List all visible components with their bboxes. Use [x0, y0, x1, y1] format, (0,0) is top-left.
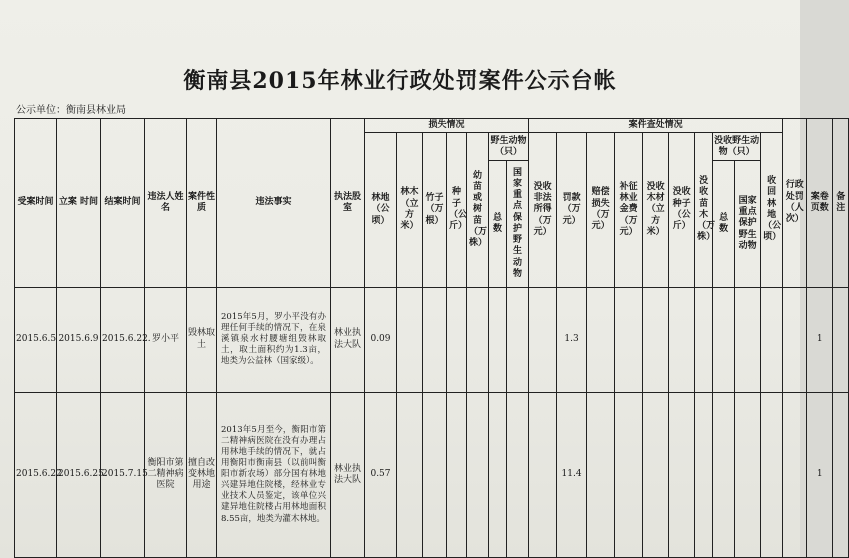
- cell-accept-time: 2015.6.22: [15, 392, 57, 557]
- header-accept-time: 受案时间: [15, 119, 57, 288]
- cell-detention: 1: [807, 287, 833, 392]
- publishing-unit: 公示单位：衡南县林业局: [16, 105, 126, 116]
- header-confiscate-wildlife-group: 没收野生动物（只）: [713, 133, 761, 161]
- header-wildlife-protected: 国家重点保护野生动物: [507, 161, 529, 287]
- header-case-nature: 案件性质: [187, 119, 217, 288]
- header-recover-land: 收回林地（公顷）: [761, 133, 783, 287]
- cell-dept: 林业执法大队: [331, 392, 365, 557]
- header-result-group: 案件查处情况: [529, 119, 783, 133]
- cell-offender: 罗小平: [145, 287, 187, 392]
- header-forest-land: 林地（公顷）: [365, 133, 397, 287]
- cell-fine: 1.3: [557, 287, 587, 392]
- header-file-time: 立案 时间: [57, 119, 101, 288]
- header-detention: 行政处罚（人次）: [783, 119, 807, 288]
- header-remarks: 备注: [833, 119, 849, 288]
- header-confiscate-seeds: 没收种子（公斤）: [669, 133, 695, 287]
- cell-dept: 林业执法大队: [331, 287, 365, 392]
- cell-offender: 衡阳市第二精神病医院: [145, 392, 187, 557]
- header-confiscate-income: 没收非法所得（万元）: [529, 133, 557, 287]
- header-loss-group: 损失情况: [365, 119, 529, 133]
- table-row: [15, 392, 849, 557]
- header-compensation: 赔偿损失（万元）: [587, 133, 615, 287]
- header-bamboo: 竹子（万根）: [423, 133, 447, 287]
- header-fine: 罚款（万元）: [557, 133, 587, 287]
- case-ledger-table: [14, 118, 849, 558]
- cell-facts: 2015年5月，罗小平没有办理任何手续的情况下，在泉溪镇泉水村腰塘组毁林取土，取土面积约为1.3亩，地类为公益林（国家级）。: [217, 287, 331, 392]
- header-confiscate-seedlings: 没收苗木（万株）: [695, 133, 713, 287]
- header-pages: 案卷页数: [807, 119, 833, 288]
- cell-detention: 1: [807, 392, 833, 557]
- header-close-time: 结案时间: [101, 119, 145, 288]
- cell-case-nature: 擅自改变林地用途: [187, 392, 217, 557]
- header-confiscate-timber: 没收木材（立方米）: [643, 133, 669, 287]
- header-conf-wildlife-total: 总数: [713, 161, 735, 287]
- header-wildlife-group: 野生动物（只）: [489, 133, 529, 161]
- cell-fine: 11.4: [557, 392, 587, 557]
- header-dept: 执法股室: [331, 119, 365, 288]
- header-wildlife-total: 总数: [489, 161, 507, 287]
- header-conf-wildlife-protected: 国家重点保护野生动物: [735, 161, 761, 287]
- header-timber: 林木（立方米）: [397, 133, 423, 287]
- cell-forest-land: 0.09: [365, 287, 397, 392]
- header-seeds: 种子（公斤）: [447, 133, 467, 287]
- cell-file-time: 2015.6.25.: [57, 392, 101, 557]
- cell-case-nature: 毁林取土: [187, 287, 217, 392]
- cell-accept-time: 2015.6.5: [15, 287, 57, 392]
- cell-close-time: 2015.7.15: [101, 392, 145, 557]
- header-restoration-fee: 补征林业金费（万元）: [615, 133, 643, 287]
- table-row: [15, 287, 849, 392]
- header-offender: 违法人姓名: [145, 119, 187, 288]
- cell-file-time: 2015.6.9: [57, 287, 101, 392]
- header-seedlings: 幼苗或树苗（万株）: [467, 133, 489, 287]
- cell-facts: 2013年5月至今，衡阳市第二精神病医院在没有办理占用林地手续的情况下，就占用衡阳市衡南县（以前叫衡阳市新农场）部分国有林地兴建异地住院楼，经林业专业技术人员鉴定，该单位兴建异地住院楼占用林地面积8.55亩，地类为灌木林地。: [217, 392, 331, 557]
- document-title: 衡南县2015年林业行政处罚案件公示台帐: [183, 68, 617, 94]
- header-facts: 违法事实: [217, 119, 331, 288]
- cell-close-time: 2015.6.22.: [101, 287, 145, 392]
- cell-forest-land: 0.57: [365, 392, 397, 557]
